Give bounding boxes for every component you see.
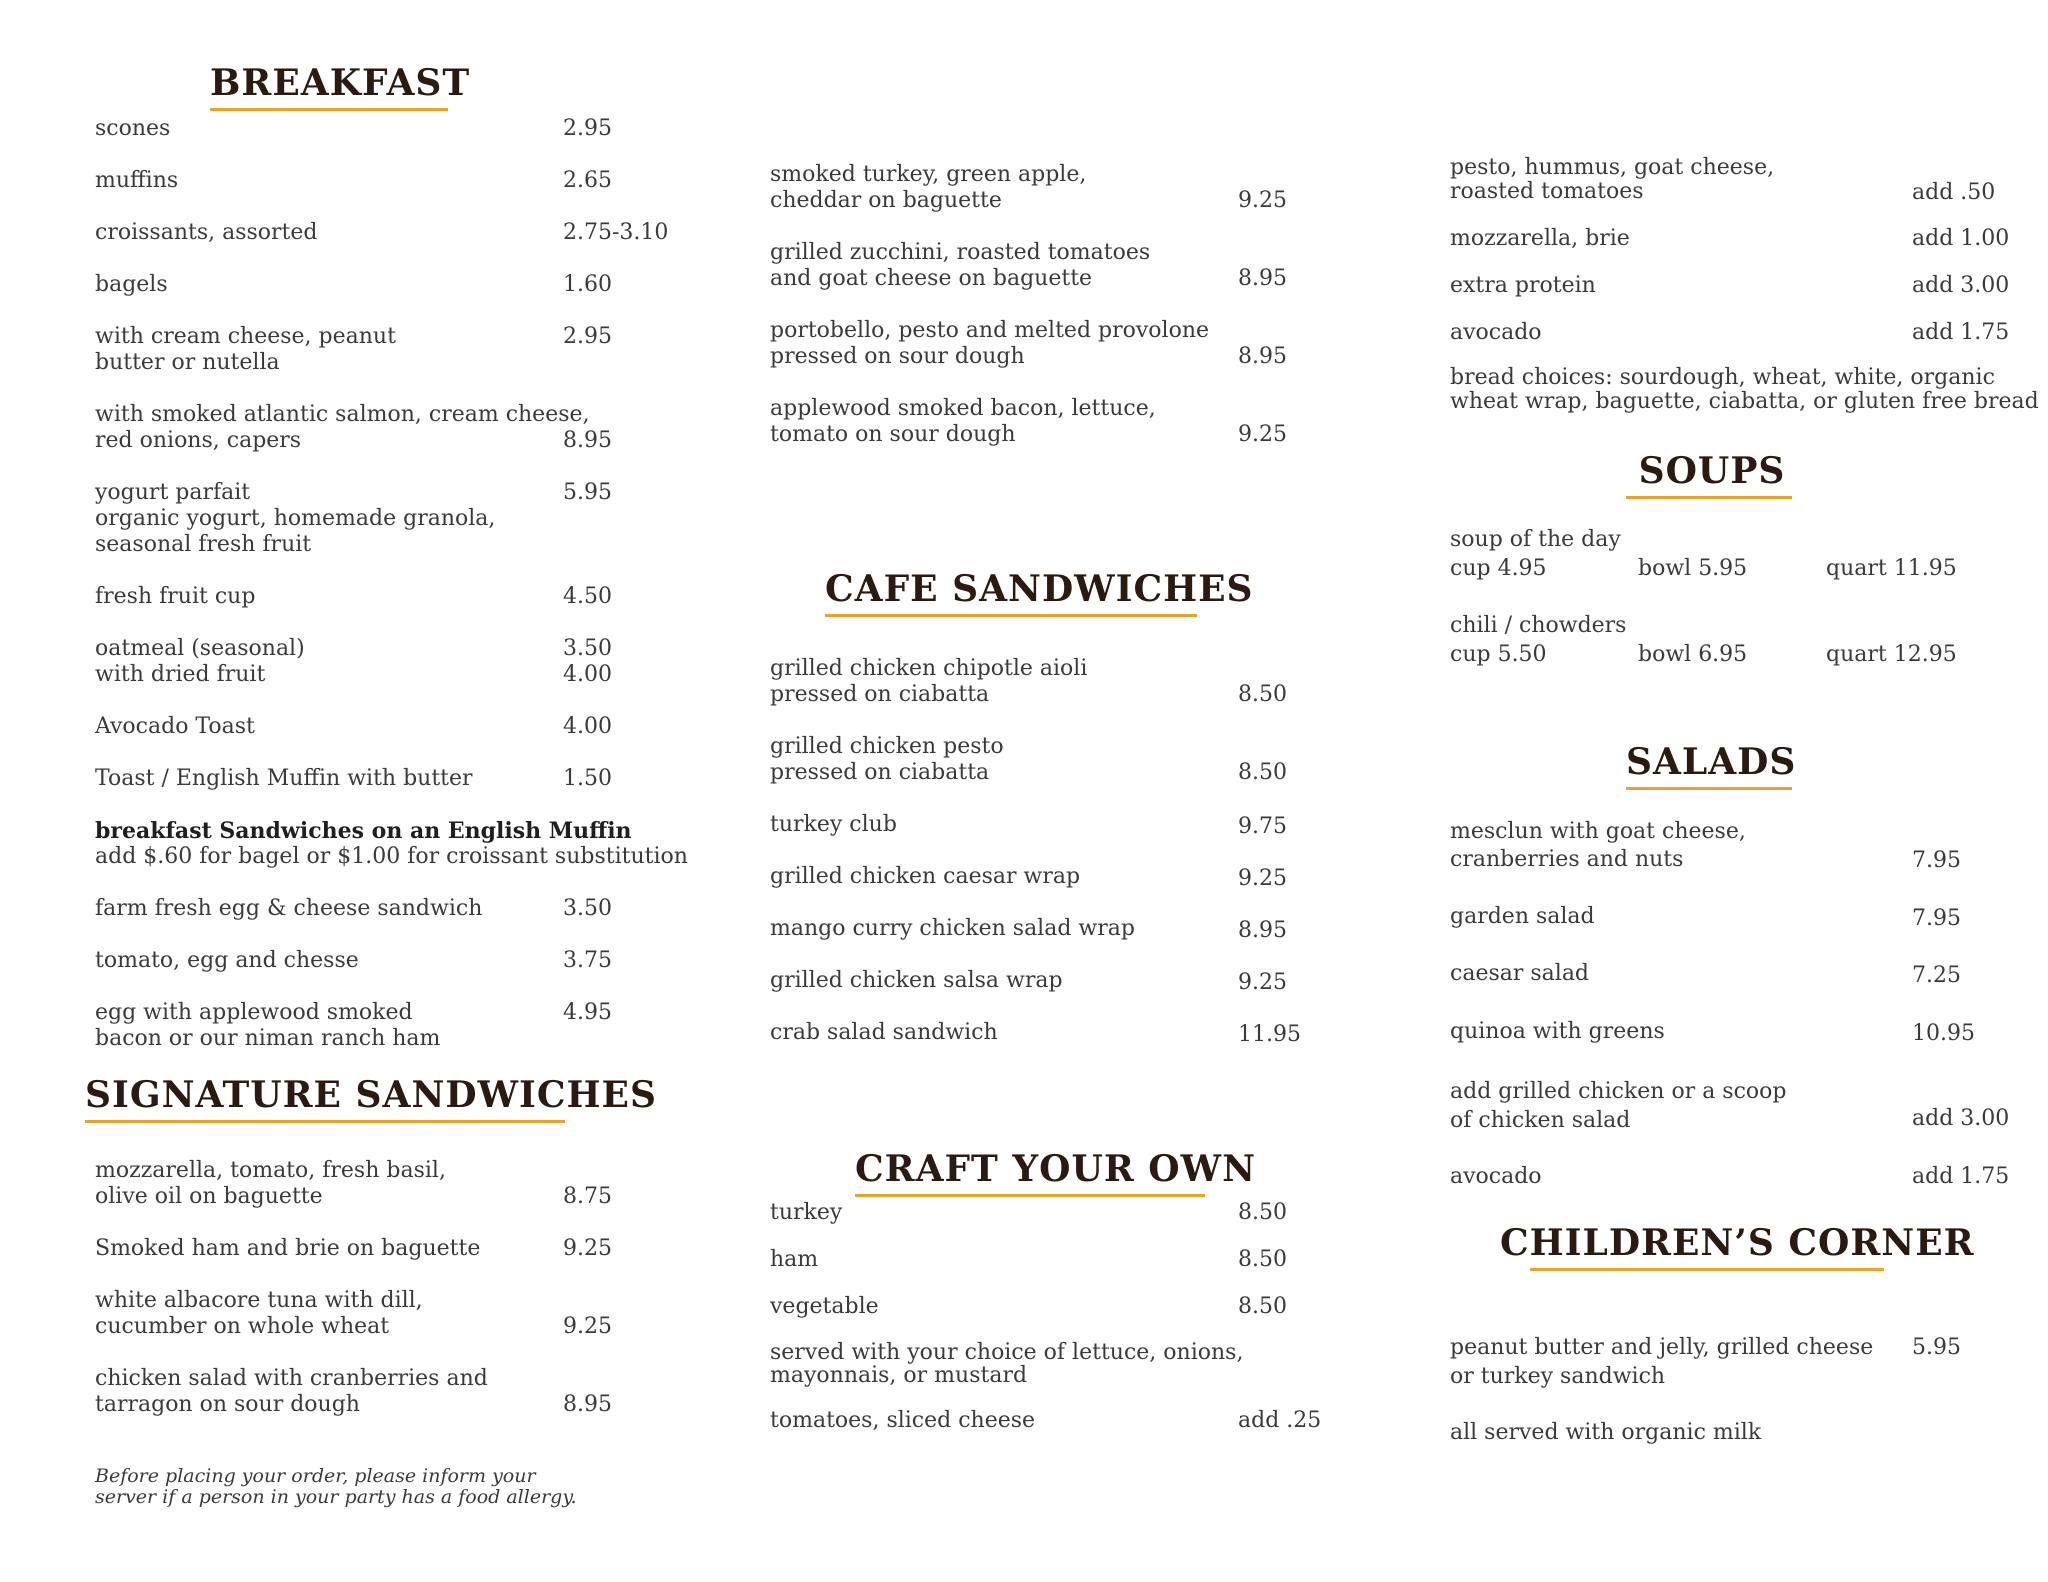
menu-item: with cream cheese, peanut butter or nutella — [95, 324, 396, 375]
menu-item: grilled chicken pesto pressed on ciabatta — [770, 734, 1004, 785]
heading-underline — [1626, 787, 1792, 790]
menu-item-price: 9.75 — [1238, 814, 1287, 839]
menu-item: mango curry chicken salad wrap — [770, 916, 1135, 941]
menu-item-price: 8.50 — [1238, 1294, 1287, 1319]
section-heading-craft: CRAFT YOUR OWN — [855, 1148, 1256, 1190]
menu-item: turkey club — [770, 812, 897, 837]
menu-item-price: 8.50 — [1238, 1247, 1287, 1272]
menu-item-price: add .50 — [1912, 180, 1996, 205]
menu-item-price: 9.25 — [1238, 422, 1287, 447]
menu-item: Toast / English Muffin with butter — [95, 766, 473, 791]
menu-item-price: 3.75 — [563, 948, 612, 973]
craft-served-note: served with your choice of lettuce, onions, mayonnais, or mustard — [770, 1340, 1244, 1388]
menu-item: mesclun with goat cheese, cranberries and nuts — [1450, 819, 1746, 872]
menu-item-price: 8.95 — [563, 1392, 612, 1417]
menu-item-price: 7.25 — [1912, 963, 1961, 988]
menu-item-price: 9.25 — [1238, 866, 1287, 891]
menu-item: oatmeal (seasonal) with dried fruit — [95, 636, 305, 687]
menu-item: grilled chicken salsa wrap — [770, 968, 1063, 993]
menu-item: chicken salad with cranberries and tarragon on sour dough — [95, 1366, 488, 1417]
menu-item-price: add 1.75 — [1912, 320, 2010, 345]
breakfast-sandwich-note: add $.60 for bagel or $1.00 for croissant substitution — [95, 844, 688, 869]
heading-underline — [1530, 1268, 1884, 1271]
menu-item: bagels — [95, 272, 168, 297]
menu-item: caesar salad — [1450, 961, 1590, 986]
menu-item-price: 7.95 — [1912, 848, 1961, 873]
menu-item-price: 5.95 — [563, 480, 612, 505]
section-heading-signature: SIGNATURE SANDWICHES — [85, 1074, 657, 1116]
menu-item-price: 1.50 — [563, 766, 612, 791]
menu-item-price: 3.50 — [563, 896, 612, 921]
menu-item: extra protein — [1450, 273, 1596, 298]
menu-item: avocado — [1450, 1164, 1542, 1189]
menu-item-price: 9.25 — [563, 1236, 612, 1261]
menu-item-price: 2.65 — [563, 168, 612, 193]
menu-item: scones — [95, 116, 171, 141]
menu-item: mozzarella, brie — [1450, 226, 1630, 251]
menu-item-price: 11.95 — [1238, 1022, 1301, 1047]
allergy-notice: Before placing your order, please inform your server if a person in your party has a food allergy. — [95, 1465, 577, 1508]
column-right — [1450, 0, 2039, 1582]
menu-item: tomatoes, sliced cheese — [770, 1408, 1036, 1433]
soup-quart-price: quart 11.95 — [1826, 556, 1957, 581]
menu-item: turkey — [770, 1200, 843, 1225]
menu-item-price: 8.75 — [563, 1184, 612, 1209]
children-milk-note: all served with organic milk — [1450, 1420, 1762, 1445]
menu-item: smoked turkey, green apple, cheddar on baguette — [770, 162, 1087, 213]
menu-item-price: 9.25 — [1238, 188, 1287, 213]
menu-item: vegetable — [770, 1294, 879, 1319]
menu-item: mozzarella, tomato, fresh basil, olive oil on baguette — [95, 1158, 446, 1209]
menu-item: egg with applewood smoked bacon or our niman ranch ham — [95, 1000, 441, 1051]
menu-item-price: 2.95 — [563, 324, 612, 349]
menu-item-price: 8.95 — [1238, 918, 1287, 943]
section-heading-children: CHILDREN’S CORNER — [1500, 1222, 1975, 1264]
breakfast-sandwich-heading: breakfast Sandwiches on an English Muffin — [95, 818, 632, 844]
menu-item-price: 1.60 — [563, 272, 612, 297]
bread-choices: bread choices: sourdough, wheat, white, organic wheat wrap, baguette, ciabatta, or gluten free bread — [1450, 365, 2039, 414]
menu-item-price: 10.95 — [1912, 1021, 1975, 1046]
section-heading-salads: SALADS — [1626, 741, 1797, 783]
menu-item: grilled chicken caesar wrap — [770, 864, 1081, 889]
column-middle — [770, 0, 1370, 1582]
menu-item: croissants, assorted — [95, 220, 318, 245]
menu-item: fresh fruit cup — [95, 584, 256, 609]
menu-item: yogurt parfait organic yogurt, homemade granola, seasonal fresh fruit — [95, 480, 496, 557]
menu-item: muffins — [95, 168, 179, 193]
section-heading-breakfast: BREAKFAST — [210, 62, 471, 104]
menu-item-price: 7.95 — [1912, 906, 1961, 931]
soup-cup-price: cup 4.95 — [1450, 556, 1547, 581]
menu-item-price: 4.00 — [563, 714, 612, 739]
column-left — [85, 0, 688, 1582]
section-heading-cafe: CAFE SANDWICHES — [825, 568, 1254, 610]
menu-item: Smoked ham and brie on baguette — [95, 1236, 481, 1261]
menu-item: add grilled chicken or a scoop of chicken salad — [1450, 1079, 1787, 1133]
menu-item-price: 9.25 — [1238, 970, 1287, 995]
menu-item: quinoa with greens — [1450, 1019, 1665, 1044]
menu-item-price: add .25 — [1238, 1408, 1322, 1433]
menu-item: grilled zucchini, roasted tomatoes and goat cheese on baguette — [770, 240, 1151, 291]
heading-underline — [825, 614, 1197, 617]
menu-item: avocado — [1450, 320, 1542, 345]
menu-item: ham — [770, 1247, 819, 1272]
soup-bowl-price: bowl 6.95 — [1638, 642, 1748, 667]
menu-item-price: 5.95 — [1912, 1335, 1961, 1360]
menu-item-price: 2.95 — [563, 116, 612, 141]
menu-item: farm fresh egg & cheese sandwich — [95, 896, 483, 921]
menu-item-price: 8.95 — [1238, 266, 1287, 291]
soup-name: chili / chowders — [1450, 613, 1627, 638]
menu-item: peanut butter and jelly, grilled cheese or turkey sandwich — [1450, 1335, 1874, 1389]
menu-item: tomato, egg and chesse — [95, 948, 359, 973]
menu-item-price: 8.95 — [1238, 344, 1287, 369]
menu-item: white albacore tuna with dill, cucumber on whole wheat — [95, 1288, 423, 1339]
menu-item-price: 8.50 — [1238, 760, 1287, 785]
soup-bowl-price: bowl 5.95 — [1638, 556, 1748, 581]
menu-item-price: add 1.00 — [1912, 226, 2010, 251]
menu-item-price: 3.50 4.00 — [563, 636, 612, 687]
menu-item: applewood smoked bacon, lettuce, tomato on sour dough — [770, 396, 1156, 447]
menu-item-price: add 3.00 — [1912, 1106, 2010, 1131]
menu-item: garden salad — [1450, 904, 1595, 929]
menu-item: Avocado Toast — [95, 714, 255, 739]
menu-item-price: add 1.75 — [1912, 1164, 2010, 1189]
menu-item-price: 9.25 — [563, 1314, 612, 1339]
soup-cup-price: cup 5.50 — [1450, 642, 1547, 667]
menu-item-price: 4.50 — [563, 584, 612, 609]
heading-underline — [85, 1120, 565, 1123]
menu-item: pesto, hummus, goat cheese, roasted tomatoes — [1450, 155, 1775, 204]
menu-item: grilled chicken chipotle aioli pressed on ciabatta — [770, 656, 1088, 707]
heading-underline — [855, 1194, 1205, 1197]
soup-quart-price: quart 12.95 — [1826, 642, 1957, 667]
section-heading-soups: SOUPS — [1638, 450, 1786, 492]
menu-item-price: 4.95 — [563, 1000, 612, 1025]
menu-item-price: 8.95 — [563, 428, 612, 453]
menu-item: portobello, pesto and melted provolone pressed on sour dough — [770, 318, 1210, 369]
heading-underline — [1626, 496, 1792, 499]
menu-item-price: 8.50 — [1238, 682, 1287, 707]
menu-item-price: add 3.00 — [1912, 273, 2010, 298]
menu-item: with smoked atlantic salmon, cream cheese, red onions, capers — [95, 402, 590, 453]
heading-underline — [210, 108, 448, 111]
menu-item-price: 2.75-3.10 — [563, 220, 669, 245]
menu-item: crab salad sandwich — [770, 1020, 998, 1045]
menu-item-price: 8.50 — [1238, 1200, 1287, 1225]
soup-name: soup of the day — [1450, 527, 1621, 552]
